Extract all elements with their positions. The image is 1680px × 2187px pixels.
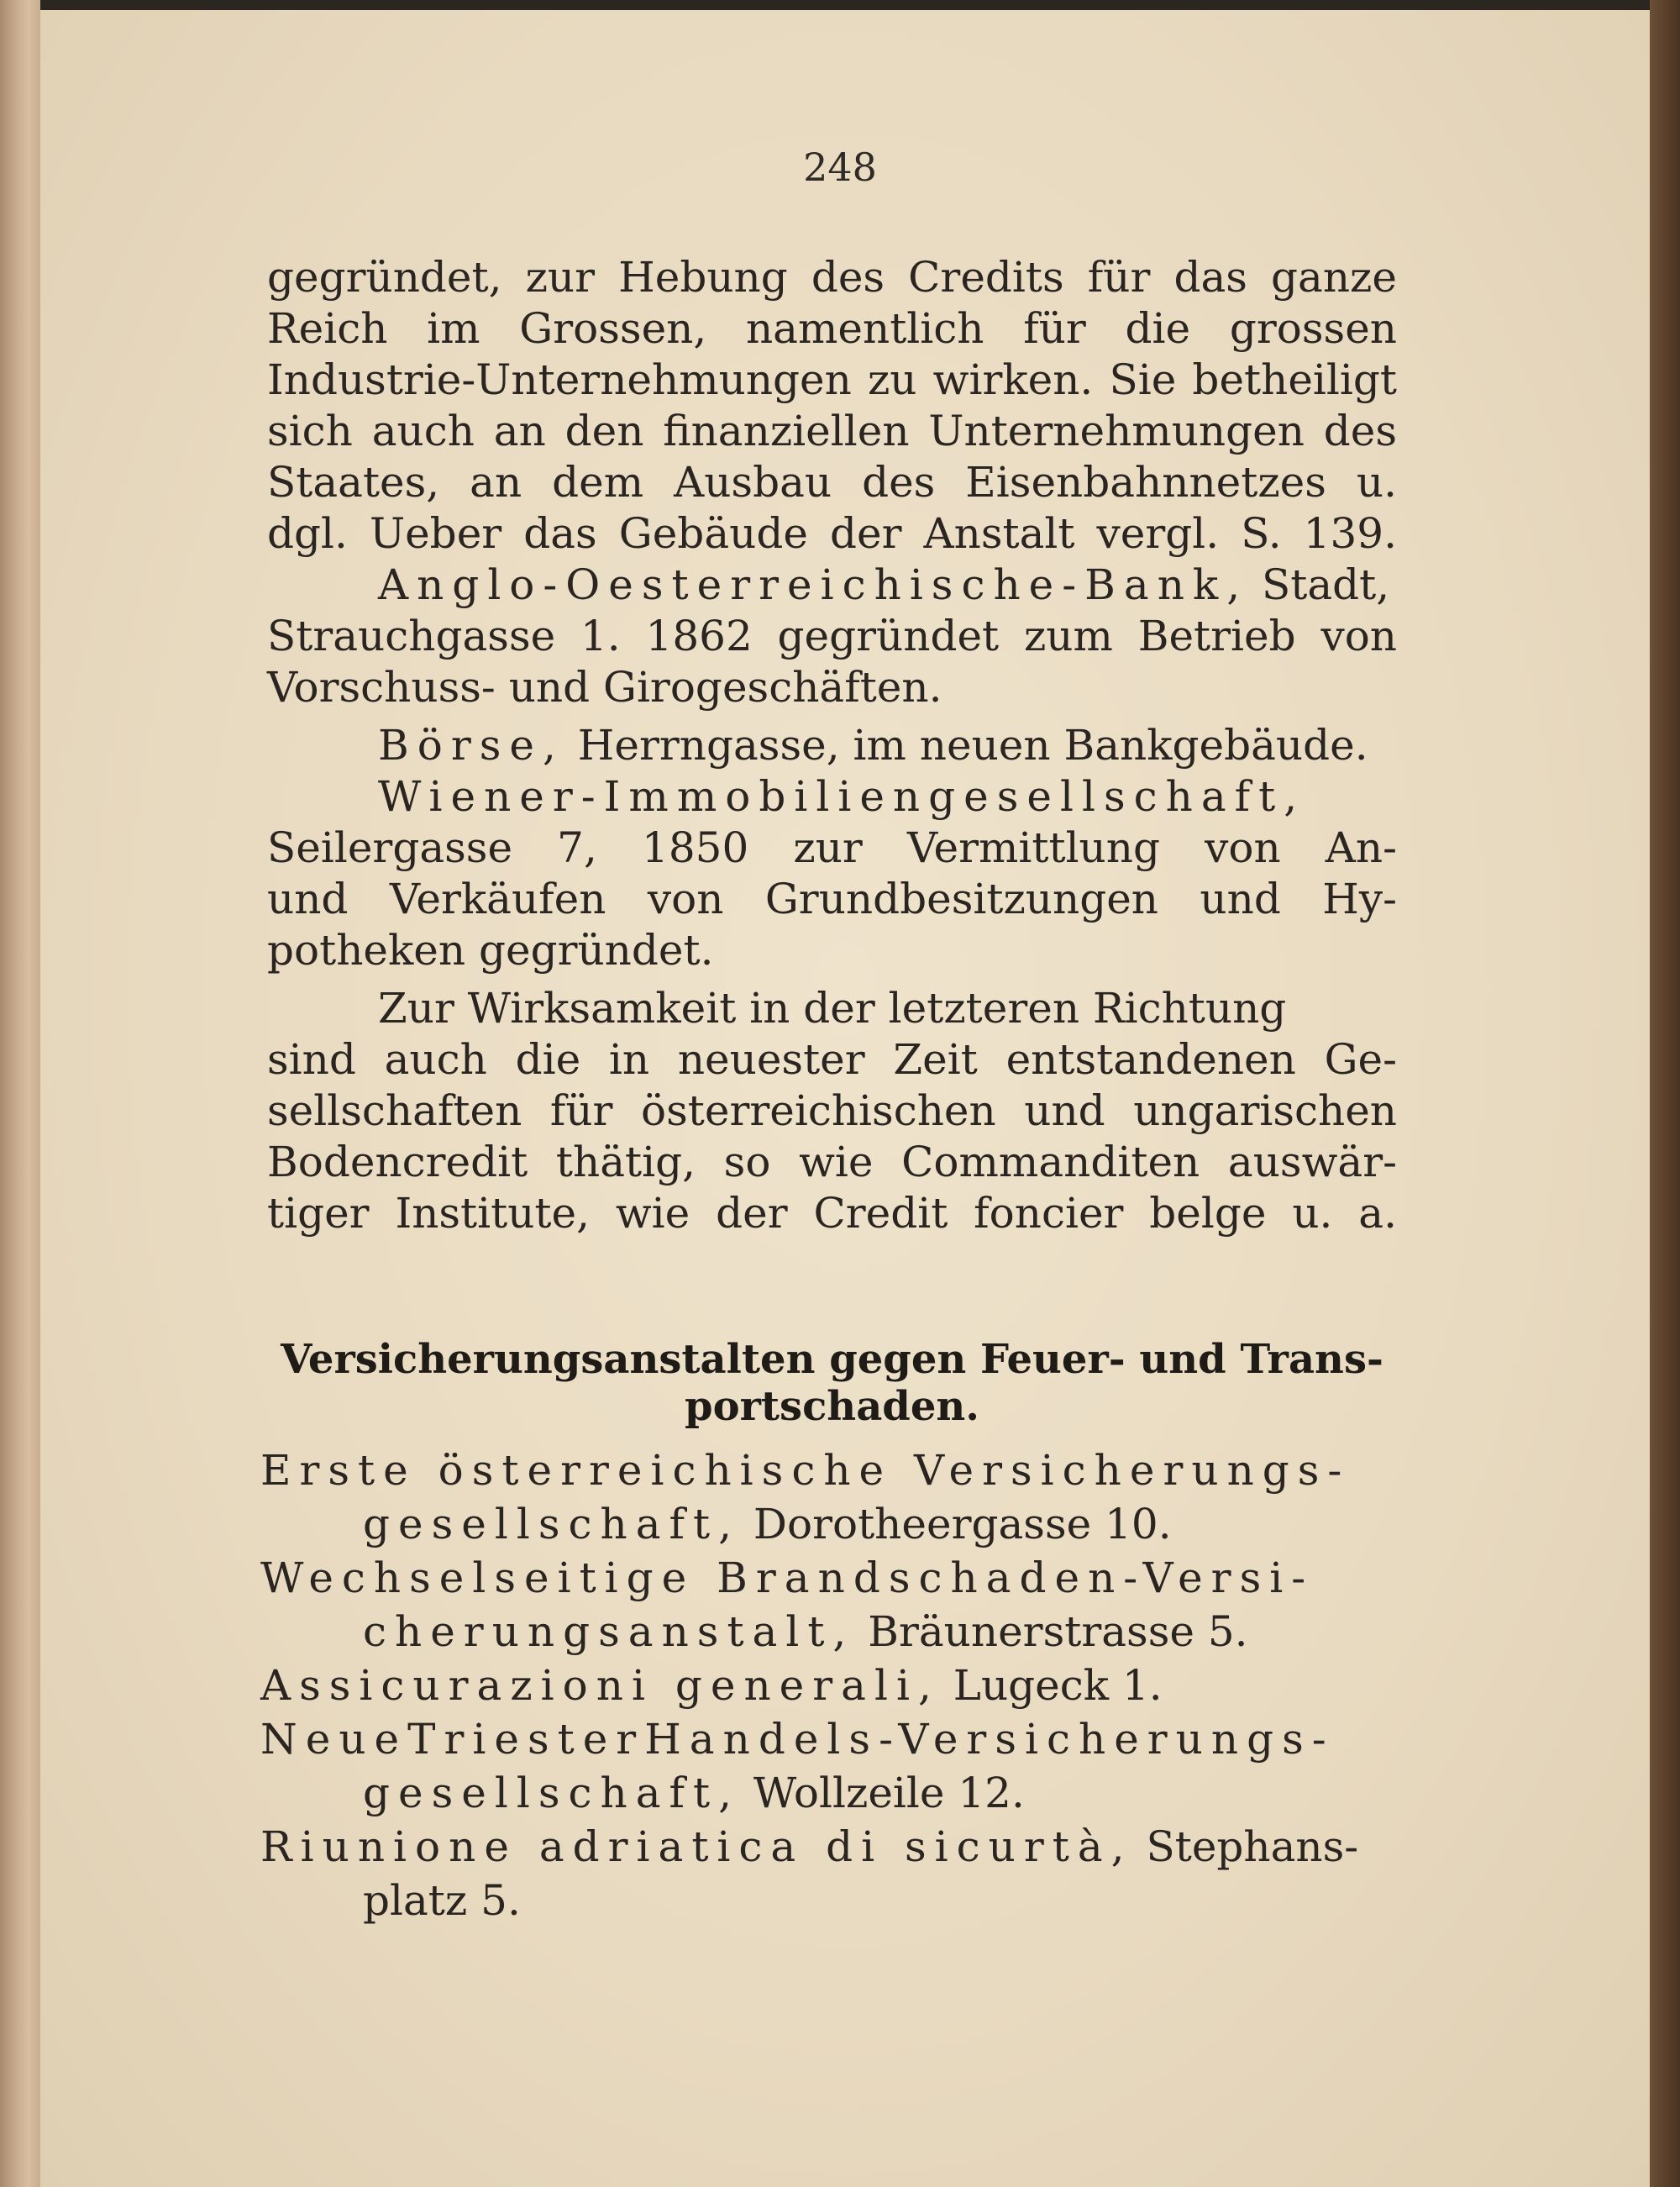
text-line: gegründet, zur Hebung des Credits für das ganze (267, 253, 1397, 302)
wiener-name: Wiener-Immobiliengesellschaft, (378, 772, 1306, 821)
boerse-name: Börse, (378, 721, 564, 770)
list-item-cont: cherungsanstalt, Bräunerstrasse 5. (363, 1607, 1248, 1656)
boerse-entry: Börse, Herrngasse, im neuen Bankgebäude. (378, 721, 1368, 770)
text-line: Seilergasse 7, 1850 zur Vermittlung von An- (267, 823, 1397, 872)
list-item: Wechselseitige Brandschaden-Versi- (260, 1554, 1315, 1602)
heading-line: portschaden. (685, 1383, 979, 1430)
text-line: dgl. Ueber das Gebäude der Anstalt vergl. S. 139. (267, 509, 1397, 558)
section-heading (267, 1336, 1397, 1430)
text-line: Zur Wirksamkeit in der letzteren Richtung (378, 984, 1287, 1033)
heading-line: Versicherungsanstalten gegen Feuer- und Trans- (281, 1336, 1383, 1383)
anglo-entry: Anglo-Oesterreichische-Bank, Stadt, (378, 560, 1390, 609)
text-line: potheken gegründet. (267, 926, 714, 975)
body-text (267, 252, 1397, 1239)
page-edge-right (1650, 0, 1680, 2187)
list-item: Riunione adriatica di sicurtà, Stephans- (260, 1822, 1359, 1871)
page-edge-left (0, 0, 40, 2187)
text-line: Staates, an dem Ausbau des Eisenbahnnetzes u. (267, 458, 1397, 507)
insurance-list (260, 1443, 1403, 1927)
text-line: Vorschuss- und Girogeschäften. (267, 663, 942, 712)
anglo-name: Anglo-Oesterreichische-Bank, (378, 560, 1249, 609)
list-item: NeueTriesterHandels-Versicherungs- (260, 1715, 1335, 1764)
list-item: Erste österreichische Versicherungs- (260, 1446, 1351, 1495)
page-number: 248 (803, 145, 877, 190)
text-line: Industrie-Unternehmungen zu wirken. Sie betheiligt (267, 355, 1397, 404)
list-item: Assicurazioni generali, Lugeck 1. (260, 1661, 1163, 1710)
text-line: Reich im Grossen, namentlich für die grossen (267, 304, 1397, 353)
text-line: tiger Institute, wie der Credit foncier belge u. a. (267, 1189, 1397, 1238)
list-item-cont: platz 5. (363, 1876, 521, 1925)
text-line: sich auch an den finanziellen Unternehmungen des (267, 407, 1397, 455)
text-line: Strauchgasse 1. 1862 gegründet zum Betrieb von (267, 612, 1397, 660)
text-line: sellschaften für österreichischen und ungarischen (267, 1086, 1397, 1135)
text-line: und Verkäufen von Grundbesitzungen und Hy- (267, 875, 1397, 923)
list-item-cont: gesellschaft, Wollzeile 12. (363, 1769, 1025, 1817)
text-line: Bodencredit thätig, so wie Commanditen auswär- (267, 1138, 1397, 1186)
list-item-cont: gesellschaft, Dorotheergasse 10. (363, 1500, 1172, 1548)
text-line: sind auch die in neuester Zeit entstandenen Ge- (267, 1035, 1397, 1084)
